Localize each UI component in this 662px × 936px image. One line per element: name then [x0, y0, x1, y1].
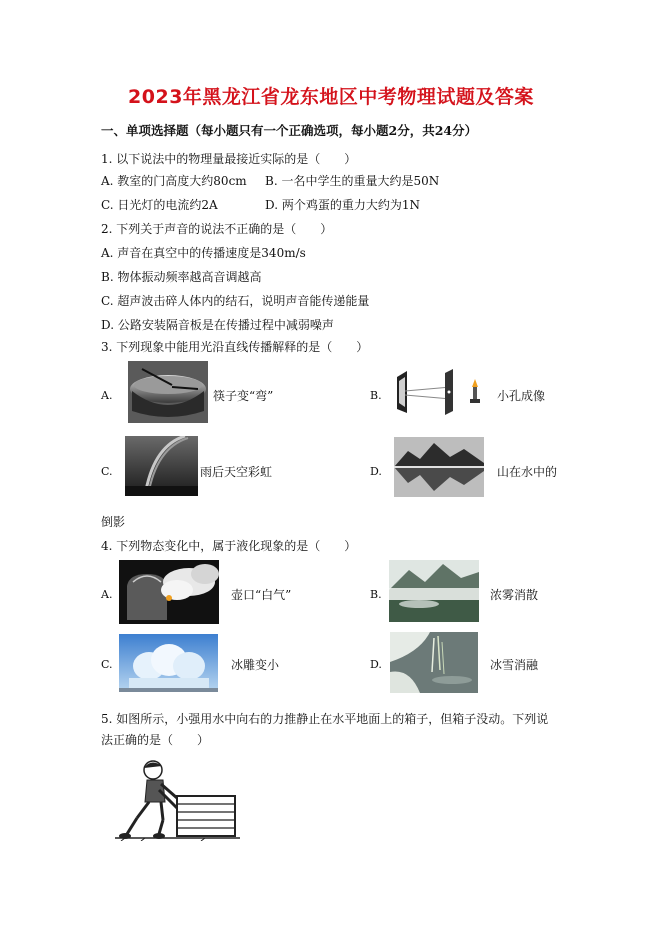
rainbow-image [125, 436, 198, 496]
section-heading: 一、单项选择题（每小题只有一个正确选项，每小题2分，共24分） [101, 123, 478, 138]
q3-a-text: 筷子变“弯” [213, 389, 274, 403]
q3-a-label: A. [101, 389, 113, 402]
q4-stem: 4. 下列物态变化中，属于液化现象的是（ ） [101, 539, 357, 553]
q3-d-text-continued: 倒影 [101, 515, 126, 529]
q4-b-label: B. [370, 588, 382, 601]
q5-stem-line1: 5. 如图所示，小强用水中向右的力推静止在水平地面上的箱子，但箱子没动。下列说 [101, 712, 549, 726]
q3-b-label: B. [370, 389, 382, 402]
q2-option-d: D. 公路安装隔音板是在传播过程中减弱噪声 [101, 318, 334, 332]
q2-option-b: B. 物体振动频率越高音调越高 [101, 270, 262, 284]
q1-option-b: B. 一名中学生的重量大约是50N [265, 174, 440, 188]
q2-option-a: A. 声音在真空中的传播速度是340m/s [101, 246, 306, 260]
q4-d-text: 冰雪消融 [490, 658, 539, 672]
q2-stem: 2. 下列关于声音的说法不正确的是（ ） [101, 222, 333, 236]
q2-option-c: C. 超声波击碎人体内的结石，说明声音能传递能量 [101, 294, 370, 308]
q1-option-a: A. 教室的门高度大约80cm [101, 174, 247, 188]
q5-stem-line2: 法正确的是（ ） [101, 733, 210, 747]
q4-c-label: C. [101, 658, 113, 671]
q3-b-text: 小孔成像 [497, 389, 546, 403]
boy-pushing-box-image [115, 756, 240, 841]
q4-a-text: 壶口“白气” [231, 588, 292, 602]
q3-d-label: D. [370, 465, 382, 478]
page-title: 2023年黑龙江省龙东地区中考物理试题及答案 [128, 86, 534, 108]
pinhole-camera-image [393, 367, 485, 417]
q3-stem: 3. 下列现象中能用光沿直线传播解释的是（ ） [101, 340, 369, 354]
q3-c-label: C. [101, 465, 113, 478]
q1-option-d: D. 两个鸡蛋的重力大约为1N [265, 198, 420, 212]
fog-mountain-image [389, 560, 479, 622]
ice-sculpture-image [119, 634, 218, 692]
q4-b-text: 浓雾消散 [490, 588, 539, 602]
q4-d-label: D. [370, 658, 382, 671]
q3-d-text: 山在水中的 [497, 465, 558, 479]
q1-stem: 1. 以下说法中的物理量最接近实际的是（ ） [101, 152, 357, 166]
melting-snow-image [390, 632, 478, 693]
q1-option-c: C. 日光灯的电流约2A [101, 198, 218, 212]
q3-c-text: 雨后天空彩虹 [200, 465, 273, 479]
q4-a-label: A. [101, 588, 113, 601]
chopsticks-bowl-image [128, 361, 208, 423]
kettle-steam-image [119, 560, 219, 624]
q4-c-text: 冰雕变小 [231, 658, 280, 672]
mountain-reflection-image [394, 437, 484, 497]
